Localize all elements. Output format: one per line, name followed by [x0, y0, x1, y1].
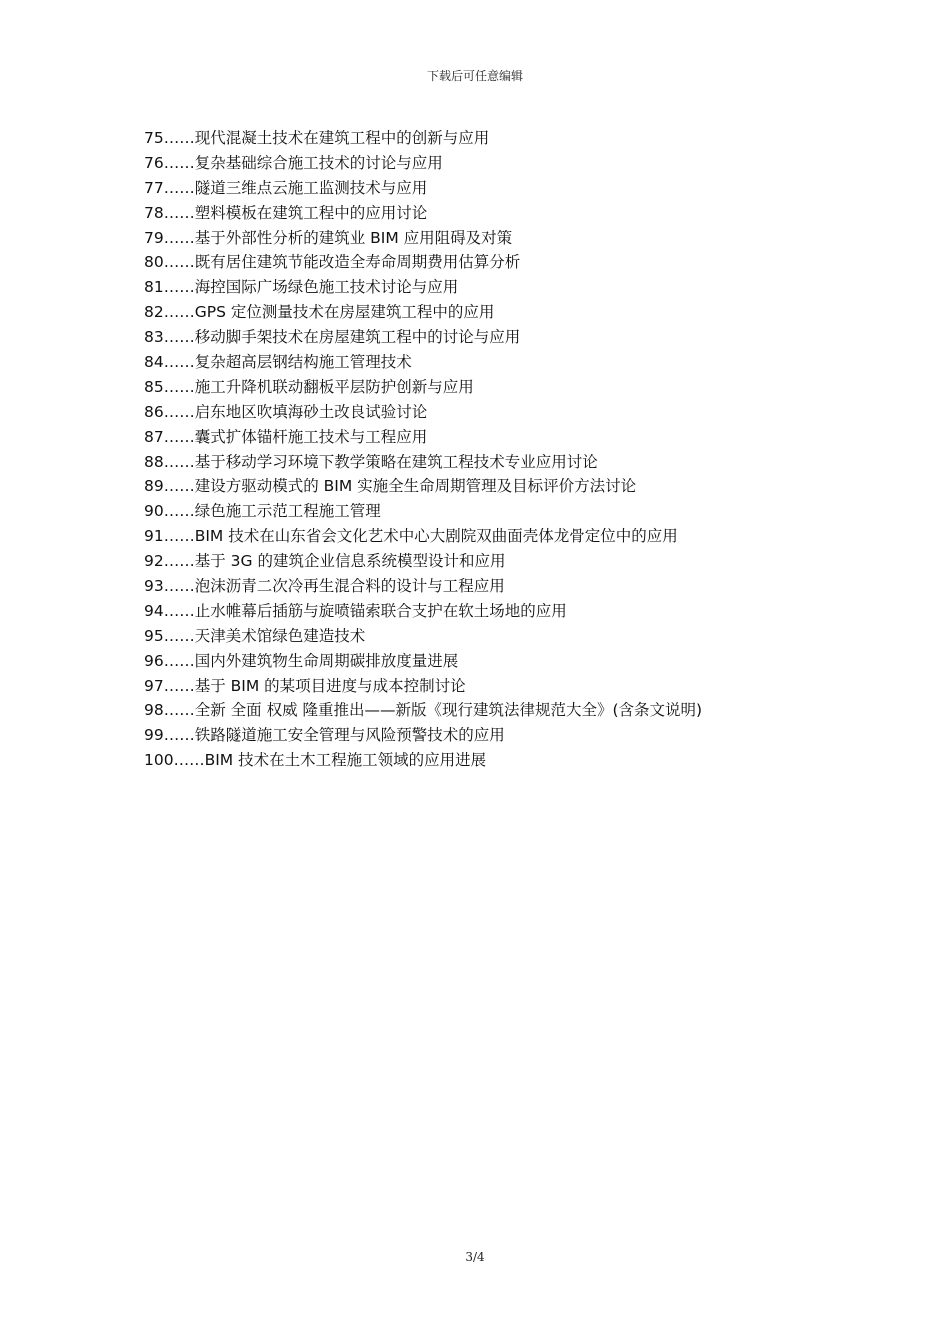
- list-item: 79……基于外部性分析的建筑业 BIM 应用阻碍及对策: [144, 228, 513, 247]
- list-item: 92……基于 3G 的建筑企业信息系统模型设计和应用: [144, 552, 506, 571]
- article-list: [144, 126, 904, 773]
- list-item: 91……BIM 技术在山东省会文化艺术中心大剧院双曲面壳体龙骨定位中的应用: [144, 527, 678, 546]
- page-number: 3/4: [465, 1250, 485, 1264]
- list-item: 75……现代混凝土技术在建筑工程中的创新与应用: [144, 129, 490, 147]
- list-item: 80……既有居住建筑节能改造全寿命周期费用估算分析: [144, 253, 521, 272]
- list-item: 85……施工升降机联动翻板平层防护创新与应用: [144, 377, 474, 396]
- list-item: 82……GPS 定位测量技术在房屋建筑工程中的应用: [144, 303, 495, 322]
- list-item: 76……复杂基础综合施工技术的讨论与应用: [144, 153, 443, 172]
- list-item: 93……泡沫沥青二次冷再生混合料的设计与工程应用: [144, 577, 505, 596]
- list-item: 98……全新 全面 权威 隆重推出——新版《现行建筑法律规范大全》(含条文说明): [144, 701, 703, 720]
- list-item: 90……绿色施工示范工程施工管理: [144, 502, 381, 521]
- list-item: 83……移动脚手架技术在房屋建筑工程中的讨论与应用: [144, 328, 521, 347]
- list-item: 84……复杂超高层钢结构施工管理技术: [144, 353, 412, 372]
- list-item: 100……BIM 技术在土木工程施工领域的应用进展: [144, 751, 487, 770]
- list-item: 99……铁路隧道施工安全管理与风险预警技术的应用: [144, 726, 505, 745]
- list-item: 96……国内外建筑物生命周期碳排放度量进展: [144, 651, 459, 670]
- list-item: 88……基于移动学习环境下教学策略在建筑工程技术专业应用讨论: [144, 452, 598, 471]
- list-item: 78……塑料模板在建筑工程中的应用讨论: [144, 203, 428, 222]
- list-item: 77……隧道三维点云施工监测技术与应用: [144, 178, 428, 197]
- list-item: 86……启东地区吹填海砂土改良试验讨论: [144, 402, 428, 421]
- list-item: 89……建设方驱动模式的 BIM 实施全生命周期管理及目标评价方法讨论: [144, 477, 637, 496]
- list-item: 87……囊式扩体锚杆施工技术与工程应用: [144, 427, 428, 446]
- page-header: 下载后可任意编辑: [426, 69, 523, 83]
- list-item: 95……天津美术馆绿色建造技术: [144, 626, 366, 645]
- list-item: 94……止水帷幕后插筋与旋喷锚索联合支护在软土场地的应用: [144, 601, 567, 620]
- list-item: 81……海控国际广场绿色施工技术讨论与应用: [144, 278, 459, 297]
- list-item: 97……基于 BIM 的某项目进度与成本控制讨论: [144, 676, 466, 695]
